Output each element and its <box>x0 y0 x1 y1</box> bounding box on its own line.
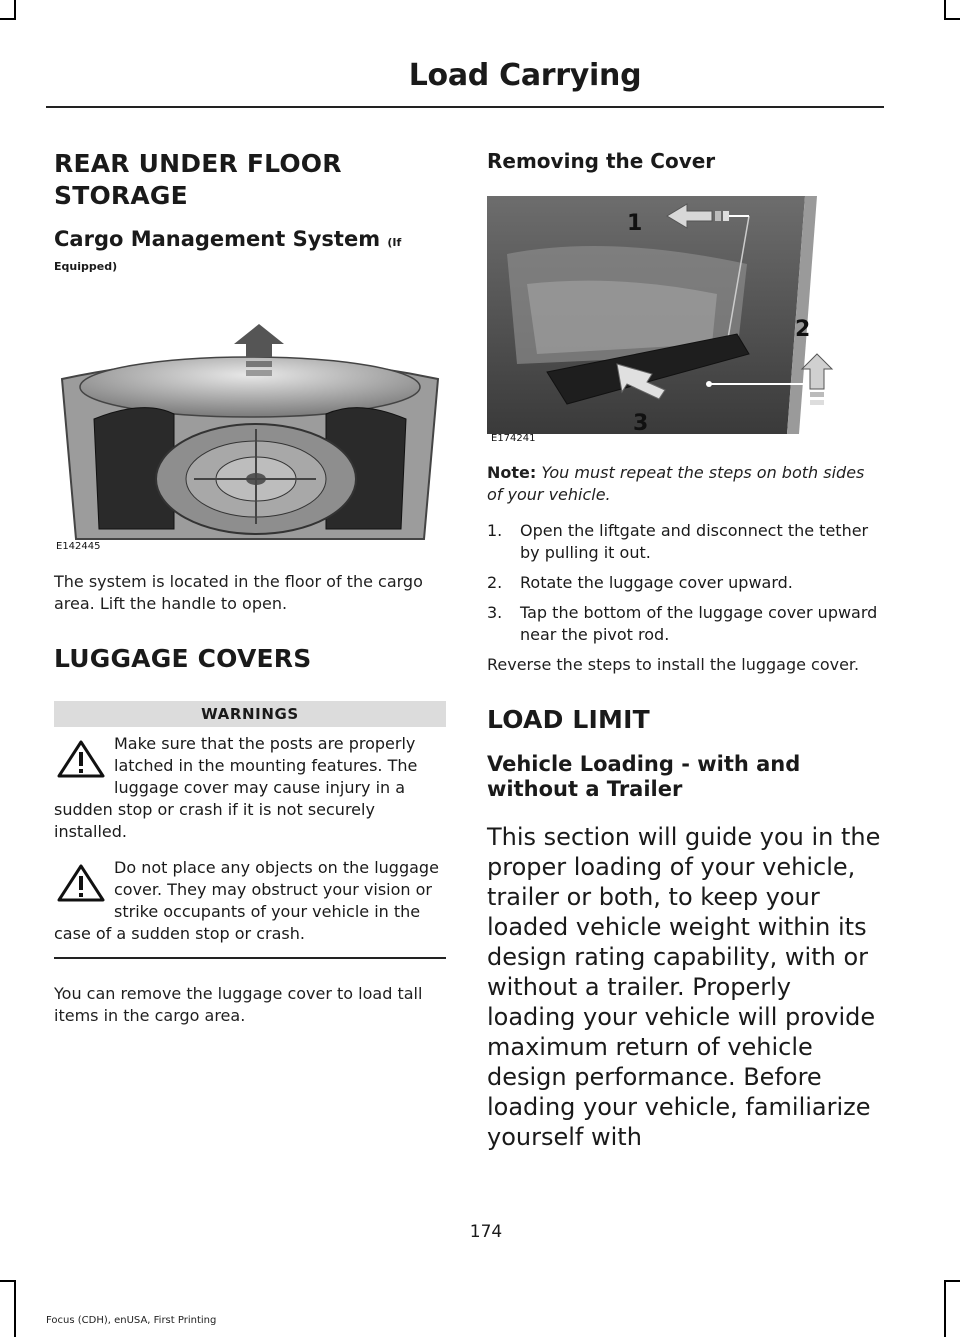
section-title-rear-storage <box>54 148 446 212</box>
warning-triangle-icon <box>56 739 106 779</box>
step-text: Rotate the luggage cover upward. <box>520 573 793 592</box>
warnings-end-rule <box>54 957 446 959</box>
page-number: 174 <box>469 1222 503 1242</box>
note-paragraph <box>487 462 882 506</box>
removal-steps-list <box>487 520 882 646</box>
crop-mark <box>0 18 16 20</box>
figure-remove-cover <box>487 194 843 444</box>
warning-item <box>54 733 446 843</box>
paragraph-remove-cover: You can remove the luggage cover to load tall items in the cargo area. <box>54 984 423 1025</box>
equipped-text: Equipped) <box>54 260 118 273</box>
warning-text: Make sure that the posts are properly latched in the mounting features. The luggage cover may cause injury in a sudden stop or crash if it is not securely installed. <box>54 734 418 841</box>
paragraph-floor-storage: The system is located in the floor of the cargo area. Lift the handle to open. <box>54 572 423 613</box>
if-equipped-text: (If <box>387 236 402 249</box>
luggage-cover-illustration <box>487 194 843 444</box>
warnings-header: WARNINGS <box>54 701 446 727</box>
subsection-line: Vehicle Loading - with and <box>487 752 801 776</box>
step-number: 1. <box>487 521 503 540</box>
paragraph-vehicle-loading-intro: This section will guide you in the proper loading of your vehicle, trailer or both, to keep your loaded vehicle weight within its design rating capability, with or without a trailer. Properly loading your vehicle will provide maximum return of vehicle design performance. Before loading your vehicle, familiarize yourself with <box>487 823 881 1151</box>
paragraph-reverse-steps: Reverse the steps to install the luggage cover. <box>487 655 860 674</box>
crop-mark <box>14 1280 16 1337</box>
section-title-load-limit: LOAD LIMIT <box>487 705 650 734</box>
list-item <box>487 602 882 646</box>
callout-3: 3 <box>633 411 649 436</box>
list-item <box>487 572 882 594</box>
crop-mark <box>14 0 16 18</box>
subsection-title-removing-cover: Removing the Cover <box>487 149 716 173</box>
crop-mark <box>0 1280 16 1282</box>
subsection-line: without a Trailer <box>487 777 683 801</box>
crop-mark <box>944 0 946 18</box>
section-title-luggage-covers: LUGGAGE COVERS <box>54 644 312 673</box>
step-text: Open the liftgate and disconnect the tether by pulling it out. <box>520 521 869 562</box>
header-rule <box>46 106 884 108</box>
figure-cargo-floor <box>54 299 446 554</box>
note-text: You must repeat the steps on both sides of your vehicle. <box>487 463 865 504</box>
crop-mark <box>944 18 960 20</box>
subsection-title-cargo-management <box>54 226 446 256</box>
step-number: 3. <box>487 603 503 622</box>
figure-code: E142445 <box>56 541 101 552</box>
step-number: 2. <box>487 573 503 592</box>
page-header-title: Load Carrying <box>408 58 642 93</box>
subsection-title-vehicle-loading <box>487 752 882 802</box>
left-column <box>54 148 446 1027</box>
crop-mark <box>944 1280 960 1282</box>
warning-item <box>54 857 446 945</box>
note-label: Note: <box>487 463 537 482</box>
footer-text: Focus (CDH), enUSA, First Printing <box>46 1315 217 1326</box>
list-item <box>487 520 882 564</box>
cargo-floor-illustration <box>54 299 446 554</box>
crop-mark <box>944 1280 946 1337</box>
callout-2: 2 <box>795 317 811 342</box>
figure-code: E174241 <box>491 433 536 444</box>
subsection-text: Cargo Management System <box>54 227 381 251</box>
step-text: Tap the bottom of the luggage cover upward near the pivot rod. <box>520 603 878 644</box>
title-line: REAR UNDER FLOOR <box>54 149 342 178</box>
warning-triangle-icon <box>56 863 106 903</box>
callout-1: 1 <box>627 211 643 236</box>
warning-text: Do not place any objects on the luggage cover. They may obstruct your vision or strike occupants of your vehicle in the case of a sudden stop or crash. <box>54 858 439 943</box>
title-line: STORAGE <box>54 181 188 210</box>
right-column <box>487 148 882 1152</box>
